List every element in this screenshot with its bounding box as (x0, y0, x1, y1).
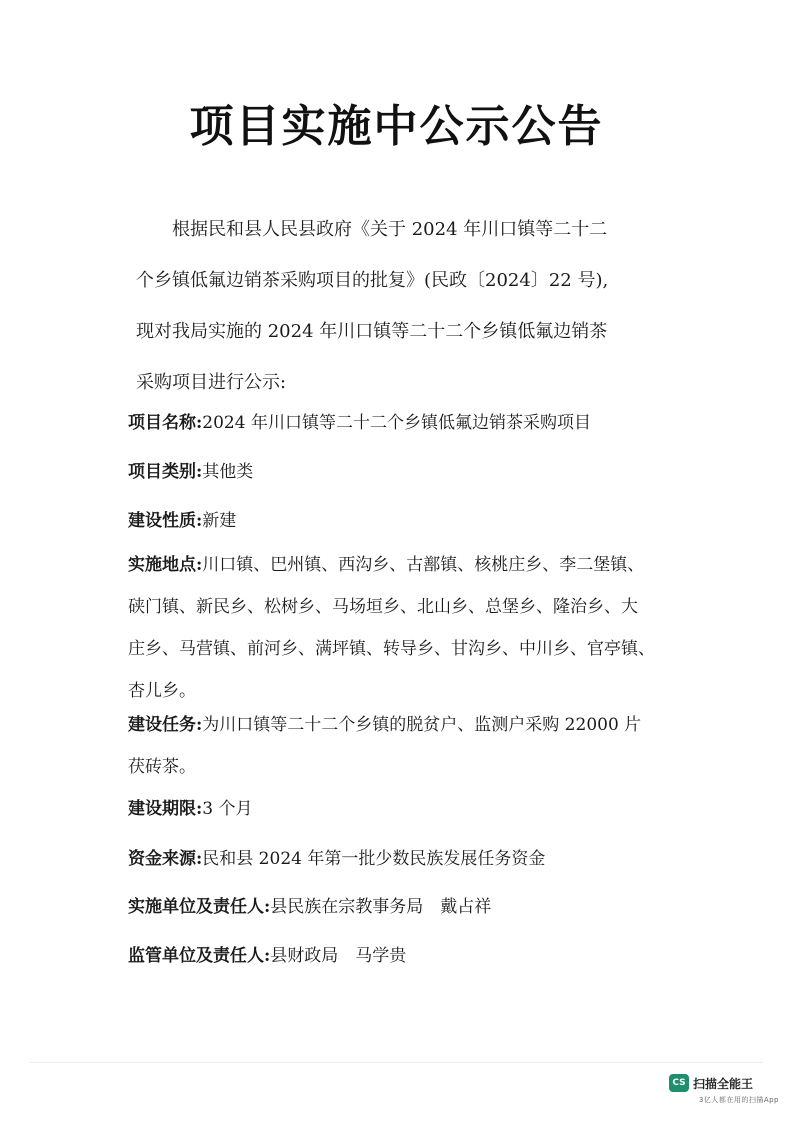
field-value: 2024 年川口镇等二十二个乡镇低氟边销茶采购项目 (202, 413, 591, 433)
intro-paragraph (136, 204, 676, 408)
camscanner-logo-icon: CS (669, 1074, 689, 1092)
field-value-line: 杏儿乡。 (128, 681, 196, 701)
field-label: 建设性质: (128, 511, 203, 531)
field-construction-nature (128, 500, 688, 542)
intro-line: 现对我局实施的 2024 年川口镇等二十二个乡镇低氟边销茶 (136, 321, 608, 342)
field-value-line: 川口镇、巴州镇、西沟乡、古鄯镇、核桃庄乡、李二堡镇、 (202, 555, 645, 575)
field-label: 实施单位及责任人: (128, 897, 271, 917)
field-value: 新建 (202, 511, 237, 531)
field-implementation-location (128, 544, 688, 712)
field-construction-task (128, 704, 688, 788)
field-value: 县财政局 马学贵 (270, 946, 407, 966)
field-label: 项目类别: (128, 462, 203, 482)
field-label: 建设期限: (128, 799, 203, 819)
field-funding-source (128, 838, 688, 880)
scanner-watermark (669, 1074, 779, 1105)
intro-line: 采购项目进行公示: (136, 372, 287, 393)
watermark-app-name: 扫描全能王 (693, 1076, 754, 1091)
field-label: 建设任务: (128, 715, 203, 735)
intro-line: 个乡镇低氟边销茶采购项目的批复》(民政〔2024〕22 号), (136, 270, 609, 291)
field-label: 实施地点: (128, 555, 203, 575)
field-value-line: 茯砖茶。 (128, 757, 196, 777)
field-construction-period (128, 788, 688, 830)
field-supervising-unit (128, 935, 688, 977)
field-project-name (128, 402, 688, 444)
intro-line: 根据民和县人民县政府《关于 2024 年川口镇等二十二 (172, 219, 608, 240)
field-value: 县民族在宗教事务局 戴占祥 (270, 897, 492, 917)
field-value: 3 个月 (202, 799, 253, 819)
field-implementing-unit (128, 886, 688, 928)
field-project-category (128, 451, 688, 493)
document-title: 项目实施中公示公告 (189, 101, 604, 152)
field-value-line: 庄乡、马营镇、前河乡、满坪镇、转导乡、甘沟乡、中川乡、官亭镇、 (128, 639, 655, 659)
field-value: 其他类 (202, 462, 254, 482)
footer-divider (30, 1062, 763, 1063)
field-label: 监管单位及责任人: (128, 946, 271, 966)
field-value-line: 硖门镇、新民乡、松树乡、马场垣乡、北山乡、总堡乡、隆治乡、大 (128, 597, 638, 617)
field-label: 项目名称: (128, 413, 203, 433)
field-value: 民和县 2024 年第一批少数民族发展任务资金 (202, 849, 546, 869)
field-value-line: 为川口镇等二十二个乡镇的脱贫户、监测户采购 22000 片 (202, 715, 642, 735)
watermark-slogan: 3亿人都在用的扫描App (698, 1096, 779, 1104)
field-label: 资金来源: (128, 849, 203, 869)
